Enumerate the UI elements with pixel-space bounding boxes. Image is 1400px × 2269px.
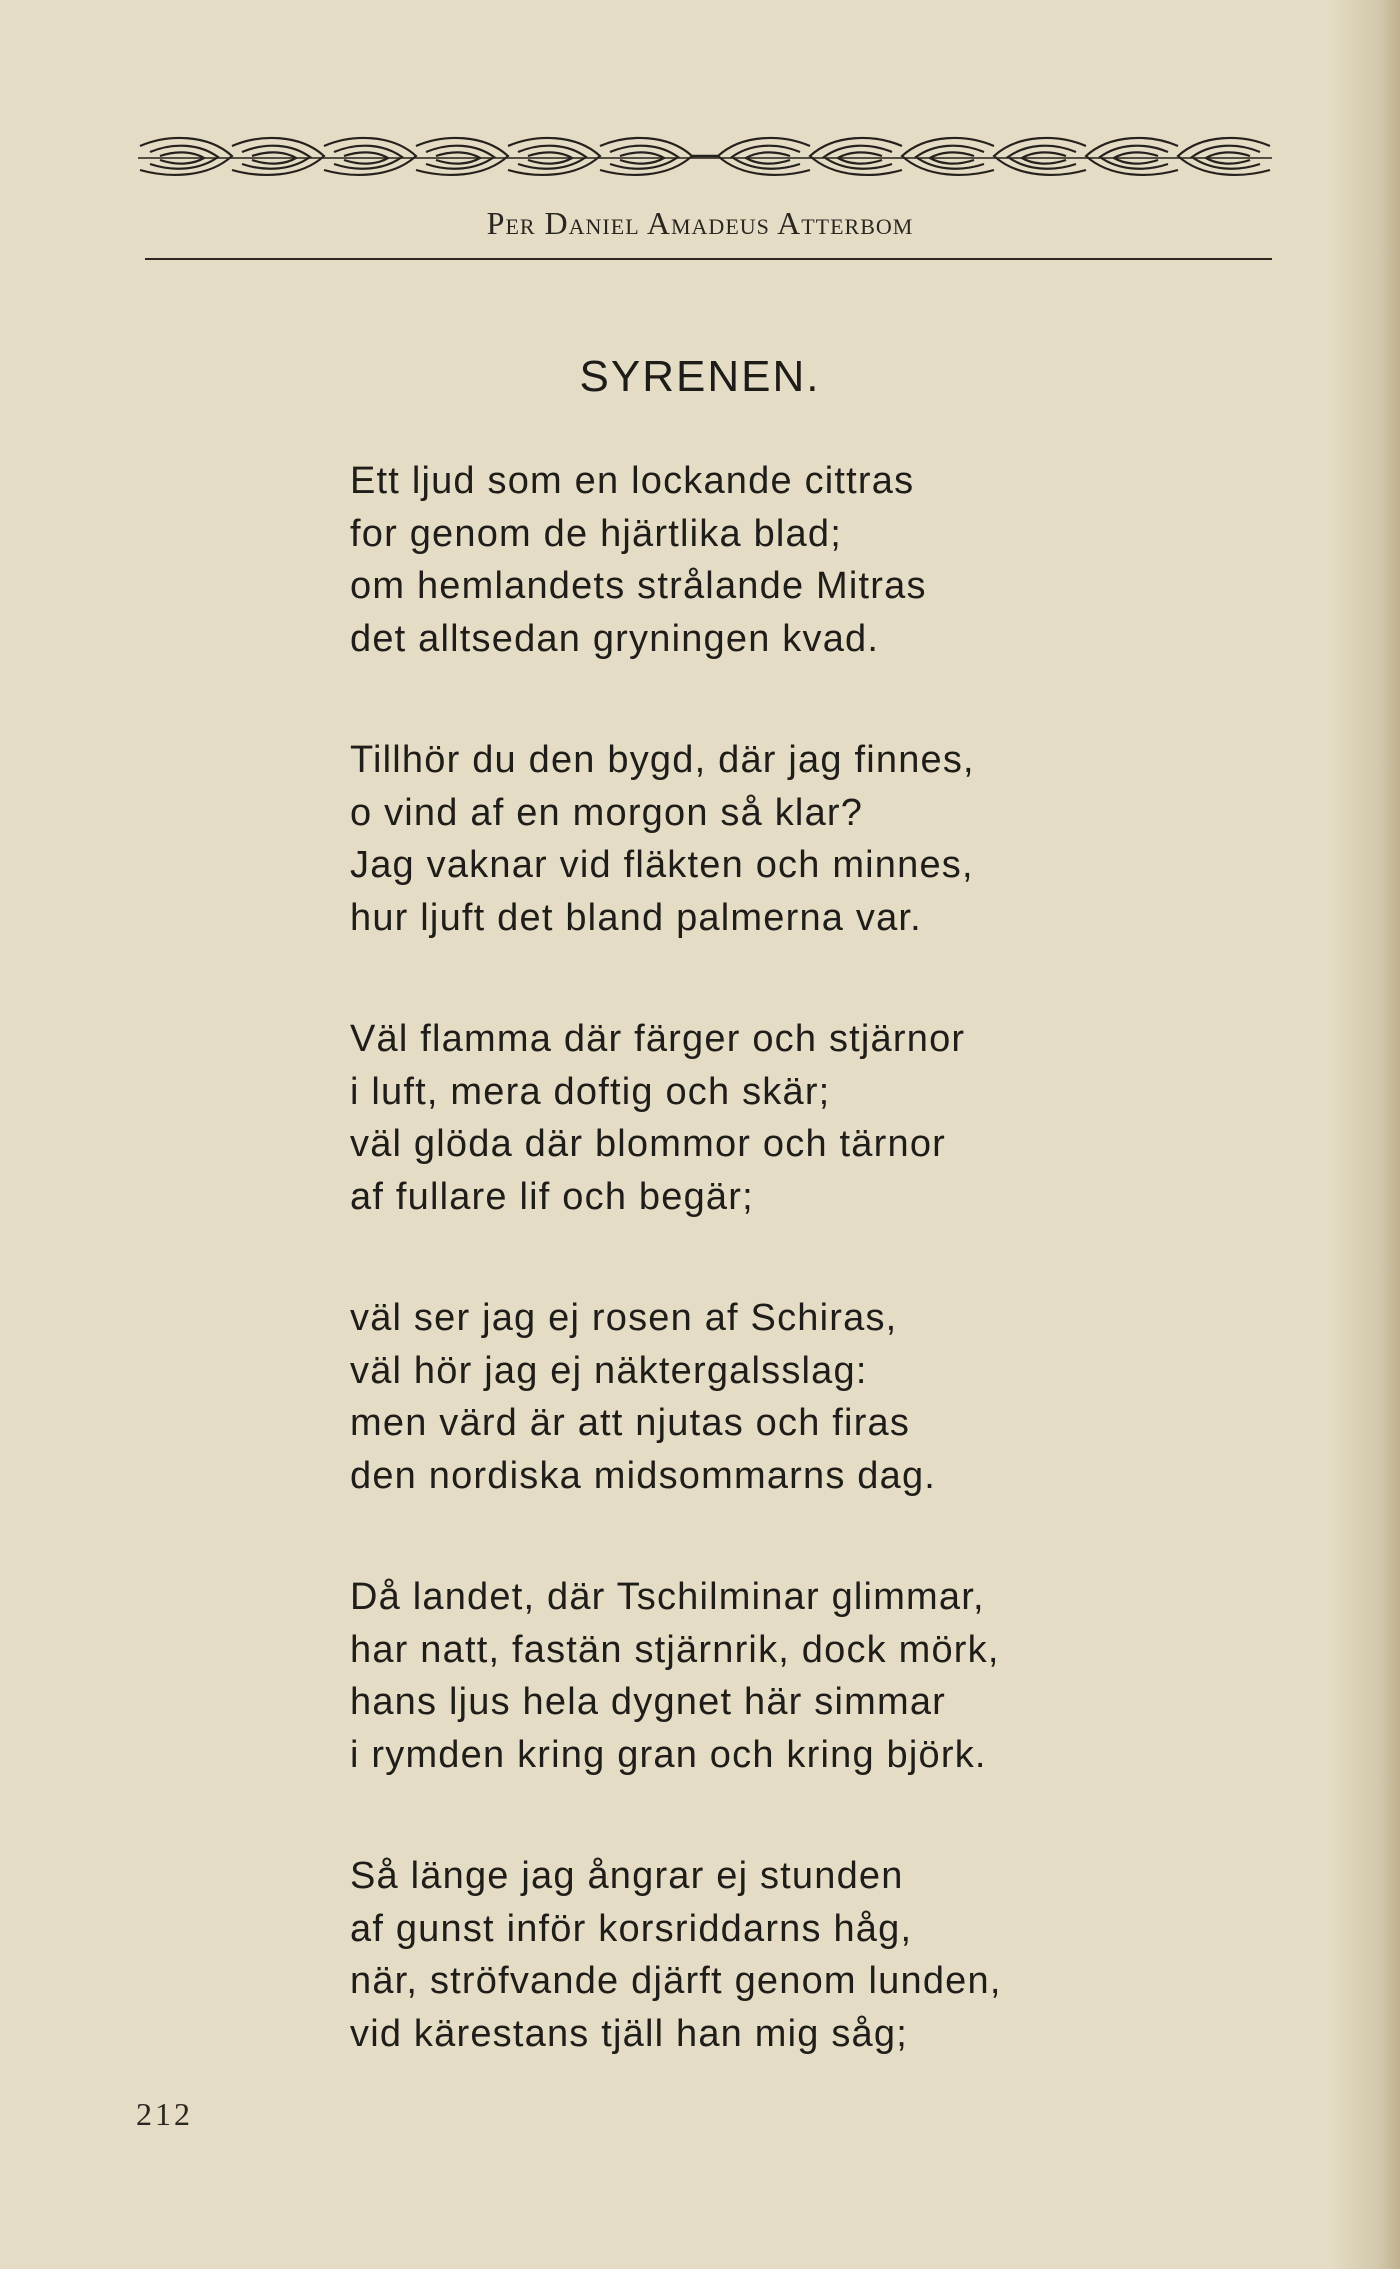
- poem-line: men värd är att njutas och firas: [350, 1402, 911, 1444]
- stanza: [350, 1850, 1150, 2060]
- poem-line: om hemlandets strålande Mitras: [350, 565, 927, 607]
- poem-title: SYRENEN.: [579, 352, 821, 401]
- poem-line: hur ljuft det bland palmerna var.: [350, 896, 922, 939]
- stanza: [350, 1292, 1150, 1502]
- poem-line: Jag vaknar vid fläkten och minnes,: [350, 844, 974, 886]
- poem-line: Väl flamma där färger och stjärnor: [350, 1018, 966, 1060]
- running-head-author: Per Daniel Amadeus Atterbom: [486, 205, 914, 241]
- stanza: [350, 734, 1150, 944]
- poem-line: väl glöda där blommor och tärnor: [350, 1123, 947, 1165]
- poem-line: har natt, fastän stjärnrik, dock mörk,: [350, 1628, 1000, 1671]
- poem-line: Då landet, där Tschilminar glimmar,: [350, 1576, 985, 1618]
- poem-line: vid kärestans tjäll han mig såg;: [350, 2012, 908, 2055]
- poem-line: for genom de hjärtlika blad;: [350, 512, 842, 555]
- poem-line: det alltsedan gryningen kvad.: [350, 617, 880, 660]
- poem-line: af fullare lif och begär;: [350, 1175, 754, 1218]
- poem-line: o vind af en morgon så klar?: [350, 791, 864, 834]
- poem-line: i rymden kring gran och kring björk.: [350, 1733, 987, 1776]
- poem-line: Tillhör du den bygd, där jag finnes,: [350, 739, 975, 781]
- poem-line: när, ströfvande djärft genom lunden,: [350, 1960, 1002, 2002]
- poem-line: den nordiska midsommarns dag.: [350, 1454, 937, 1497]
- poem-line: Ett ljud som en lockande cittras: [350, 460, 915, 502]
- poem-line: af gunst inför korsriddarns håg,: [350, 1907, 913, 1950]
- poem-line: väl ser jag ej rosen af Schiras,: [350, 1297, 898, 1339]
- stanza: [350, 1571, 1150, 1781]
- page-number: 212: [136, 2096, 193, 2132]
- stanza: [350, 455, 1150, 665]
- page-edge-shadow: [1330, 0, 1400, 2269]
- stanza: [350, 1013, 1150, 1223]
- poem-body: [350, 455, 1150, 2129]
- poem-line: hans ljus hela dygnet här simmar: [350, 1681, 947, 1723]
- poem-line: Så länge jag ångrar ej stunden: [350, 1855, 904, 1897]
- header-rule: [145, 258, 1272, 260]
- decorative-border-ornament: [138, 132, 1272, 184]
- poem-line: väl hör jag ej näktergalsslag:: [350, 1349, 868, 1392]
- poem-line: i luft, mera doftig och skär;: [350, 1070, 831, 1113]
